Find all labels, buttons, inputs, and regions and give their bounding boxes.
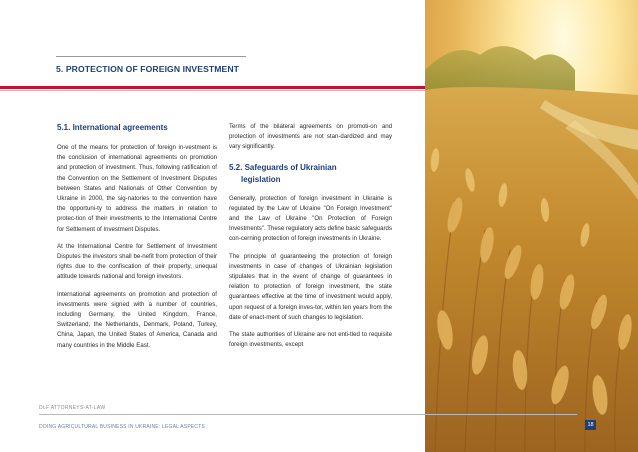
header-top-divider [56, 56, 246, 57]
page-number: 18 [585, 420, 596, 430]
subheading-line-2: legislation [241, 174, 281, 184]
subheading-safeguards [229, 162, 392, 186]
subheading-line-1: 5.2. Safeguards of Ukrainian [229, 162, 337, 172]
subheading-international-agreements: 5.1. International agreements [57, 123, 168, 132]
left-column [57, 122, 217, 358]
paragraph: International agreements on promotion and protection of investments were signed with a number of countries, including Germany, the United Kingdom, France, Switzerland, the Netherlands, Denmark, Poland, Turkey, China, Japan, the United States of America, Canada and many countries in the Middle East. [57, 290, 217, 349]
paragraph: One of the means for protection of foreign in-vestment is the conclusion of international agreements on promotion and protection of investment. Thus, following ratification of the Convention on the Settlement of Investment Disputes between States and Nationals of Other Convention by Ukraine in 2000, the sig-natories to the convention have the opportuni-ty to address the matters in relation to protec-tion of their investments to the International Centre for Settlement of Investment Disputes. [57, 144, 217, 233]
footer-document-title: DOING AGRICULTURAL BUSINESS IN UKRAINE: LEGAL ASPECTS [39, 424, 206, 430]
footer-divider [39, 414, 577, 415]
header-rule-shadow [0, 90, 425, 91]
header-red-rule [0, 86, 425, 89]
paragraph: At the International Centre for Settlement of Investment Disputes the investors shall be-nefit from protection of their rights due to the confiscation of their property, unequal attitude towards national and foreign investors. [57, 242, 217, 281]
right-column [229, 122, 392, 357]
footer-firm-name: DLF ATTORNEYS-AT-LAW [39, 405, 106, 411]
paragraph-intro: Terms of the bilateral agreements on promoti-on and protection of investments are not stan-dardized and may vary significantly. [229, 123, 392, 151]
section-title: 5. PROTECTION OF FOREIGN INVESTMENT [56, 64, 240, 74]
paragraph: The state authorities of Ukraine are not enti-tled to requisite foreign investments, except [229, 331, 392, 349]
wheat-field-photo [425, 0, 638, 452]
paragraph: The principle of guaranteeing the protection of foreign investments in case of changes of Ukrainian legislation stipulates that in the event of change of guarantees in relation to protection of foreign investment, the state guarantees effective at the time of investment would apply, upon request of a foreign inves-tor, within ten years from the date of enact-ment of such changes to legislation. [229, 252, 392, 321]
paragraph: Generally, protection of foreign investment in Ukraine is regulated by the Law of Ukraine "On Foreign Investment" and the Law of Ukraine "On Protection of Foreign Investments". These regulatory acts define basic safeguards con-cerning protection of foreign investments in Ukraine. [229, 194, 392, 243]
